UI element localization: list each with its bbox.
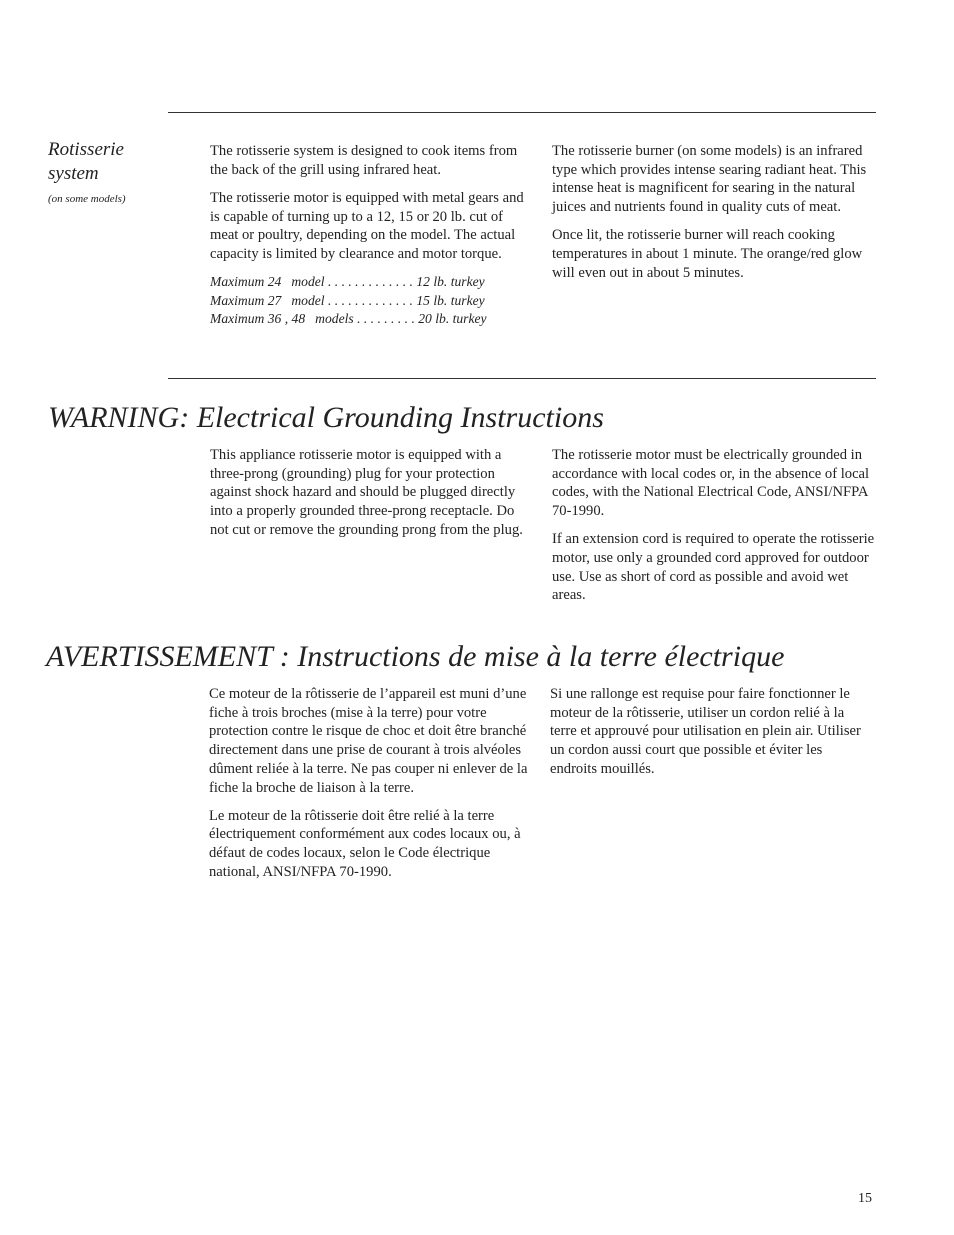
warning-heading-en: WARNING: Electrical Grounding Instructions	[48, 401, 604, 434]
capacity-value: 12 lb. turkey	[416, 274, 485, 290]
warning-en-paragraph-2: The rotisserie motor must be electrically grounded in accordance with local codes or, in the absence of local codes, with the National Electrical Code, ANSI/NFPA 70-1990.	[552, 447, 870, 520]
capacity-value: 15 lb. turkey	[416, 292, 485, 308]
rotisserie-paragraph-2: The rotisserie motor is equipped with metal gears and is capable of turning up to a 12, 15 or 20 lb. cut of meat or poultry, depending on the model. The actual capacity is limited by clearance and motor torque.	[210, 189, 524, 263]
warning-en-paragraph-3: If an extension cord is required to operate the rotisserie motor, use only a grounded cord approved for outdoor use. Use as short of cord as possible and avoid wet areas.	[552, 531, 875, 604]
capacity-row	[210, 292, 534, 311]
warning-heading-fr: AVERTISSEMENT : Instructions de mise à la terre électrique	[46, 640, 785, 673]
rotisserie-paragraph-1: The rotisserie system is designed to cook items from the back of the grill using infrared heat.	[210, 143, 518, 178]
capacity-unit: model	[291, 274, 325, 290]
warning-en-right-column	[552, 446, 878, 615]
capacity-label: Maximum 36 , 48	[210, 311, 306, 327]
warning-en-paragraph-1: This appliance rotisserie motor is equipped with a three-prong (grounding) plug for your protection against shock hazard and should be plugged directly into a properly grounded three-prong receptacle. Do not cut or remove the grounding prong from the plug.	[210, 447, 523, 538]
warning-fr-paragraph-2: Le moteur de la rôtisserie doit être relié à la terre électriquement conformément aux codes locaux ou, à défaut de codes locaux, selon le Code électrique national, ANSI/NFPA 70-1990.	[209, 807, 521, 880]
rotisserie-right-column	[552, 142, 878, 292]
rotisserie-section-title	[48, 138, 188, 206]
section-rule	[168, 378, 876, 379]
rotisserie-title-line2: system	[48, 163, 99, 184]
capacity-label: Maximum 24	[210, 274, 282, 290]
rotisserie-title-line1: Rotisserie	[48, 139, 124, 160]
capacity-list	[210, 273, 534, 329]
capacity-value: 20 lb. turkey	[418, 311, 487, 327]
capacity-dots: . . . . . . . . . . . . .	[324, 292, 413, 308]
capacity-row	[210, 310, 534, 329]
warning-fr-left-column	[209, 685, 533, 891]
warning-fr-right-column	[550, 685, 868, 788]
capacity-unit: models	[315, 311, 354, 327]
capacity-row	[210, 273, 534, 292]
rotisserie-subtitle: (on some models)	[48, 193, 126, 205]
page-number: 15	[858, 1191, 872, 1206]
rotisserie-burner-paragraph-2: Once lit, the rotisserie burner will reach cooking temperatures in about 1 minute. The orange/red glow will even out in about 5 minutes.	[552, 227, 863, 281]
rotisserie-burner-paragraph-1: The rotisserie burner (on some models) is an infrared type which provides intense searing radiant heat. This intense heat is magnificent for searing in the natural juices and nutrients found in quality cuts of meat.	[552, 143, 867, 216]
capacity-dots: . . . . . . . . . . . . .	[324, 274, 413, 290]
warning-fr-paragraph-1: Ce moteur de la rôtisserie de l’appareil est muni d’une fiche à trois broches (mise à la terre) pour votre protection contre le risque de choc et doit être branché directement dans une prise de courant à trois alvéoles dûment reliée à la terre. Ne pas couper ni enlever de la fiche la broche de liaison à la terre.	[209, 686, 528, 796]
top-rule	[168, 112, 876, 113]
capacity-label: Maximum 27	[210, 292, 282, 308]
warning-en-left-column	[210, 446, 534, 549]
rotisserie-left-column	[210, 142, 534, 329]
warning-fr-paragraph-3: Si une rallonge est requise pour faire fonctionner le moteur de la rôtisserie, utiliser un cordon relié à la terre et approuvé pour utilisation en plein air. Utiliser un cordon aussi court que possible et éviter les endroits mouillés.	[550, 686, 861, 777]
capacity-dots: . . . . . . . . .	[353, 311, 415, 327]
capacity-unit: model	[291, 292, 325, 308]
